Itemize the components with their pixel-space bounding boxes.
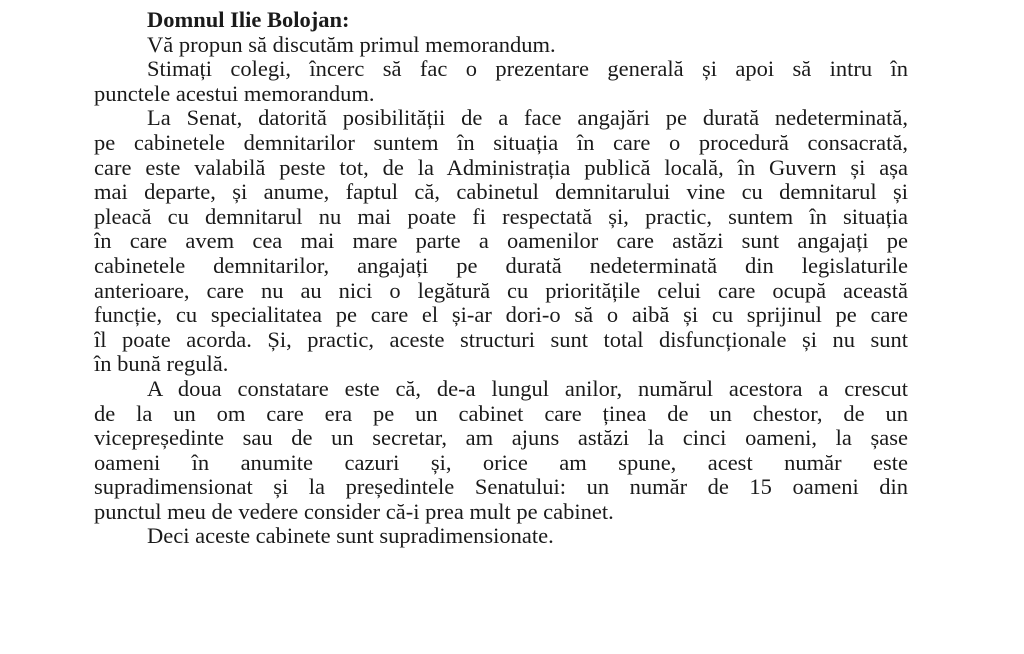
text-line: Stimați colegi, încerc să fac o prezentare generală și apoi să intru în	[147, 57, 908, 82]
speaker-heading: Domnul Ilie Bolojan:	[147, 7, 350, 32]
text-line: Deci aceste cabinete sunt supradimensionate.	[147, 523, 554, 549]
text-line: pe cabinetele demnitarilor suntem în situația în care o procedură consacrată,	[94, 130, 908, 155]
text-line: La Senat, datorită posibilității de a face angajări pe durată nedeterminată,	[147, 106, 908, 131]
paragraph-5	[94, 524, 908, 549]
text-line: A doua constatare este că, de-a lungul anilor, numărul acestora a crescut	[147, 376, 908, 401]
document-page	[94, 8, 908, 549]
text-line: oameni în anumite cazuri și, orice am spune, acest număr este	[94, 450, 908, 475]
text-line: punctul meu de vedere consider că-i prea mult pe cabinet.	[94, 498, 614, 524]
text-line: Vă propun să discutăm primul memorandum.	[147, 31, 556, 57]
paragraph-2	[94, 57, 908, 106]
paragraph-4	[94, 377, 908, 525]
text-line: pleacă cu demnitarul nu mai poate fi respectată și, practic, suntem în situația	[94, 204, 908, 229]
text-line: de la un om care era pe un cabinet care ținea de un chestor, de un	[94, 401, 908, 426]
text-line: care este valabilă peste tot, de la Administrația publică locală, în Guvern și așa	[94, 155, 908, 180]
text-line: îl poate acorda. Și, practic, aceste structuri sunt total disfuncționale și nu sunt	[94, 327, 908, 352]
text-line: mai departe, și anume, faptul că, cabinetul demnitarului vine cu demnitarul și	[94, 180, 908, 205]
text-line: funcție, cu specialitatea pe care el și-ar dori-o să o aibă și cu sprijinul pe care	[94, 303, 908, 328]
text-line: anterioare, care nu au nici o legătură cu prioritățile celui care ocupă această	[94, 278, 908, 303]
text-line: în care avem cea mai mare parte a oamenilor care astăzi sunt angajați pe	[94, 229, 908, 254]
paragraph-3	[94, 106, 908, 377]
text-line: vicepreședinte sau de un secretar, am ajuns astăzi la cinci oameni, la șase	[94, 426, 908, 451]
text-line: punctele acestui memorandum.	[94, 80, 375, 106]
text-line: supradimensionat și la președintele Senatului: un număr de 15 oameni din	[94, 475, 908, 500]
text-line: cabinetele demnitarilor, angajați pe durată nedeterminată din legislaturile	[94, 253, 908, 278]
paragraph-1	[94, 33, 908, 58]
text-line: în bună regulă.	[94, 351, 229, 377]
